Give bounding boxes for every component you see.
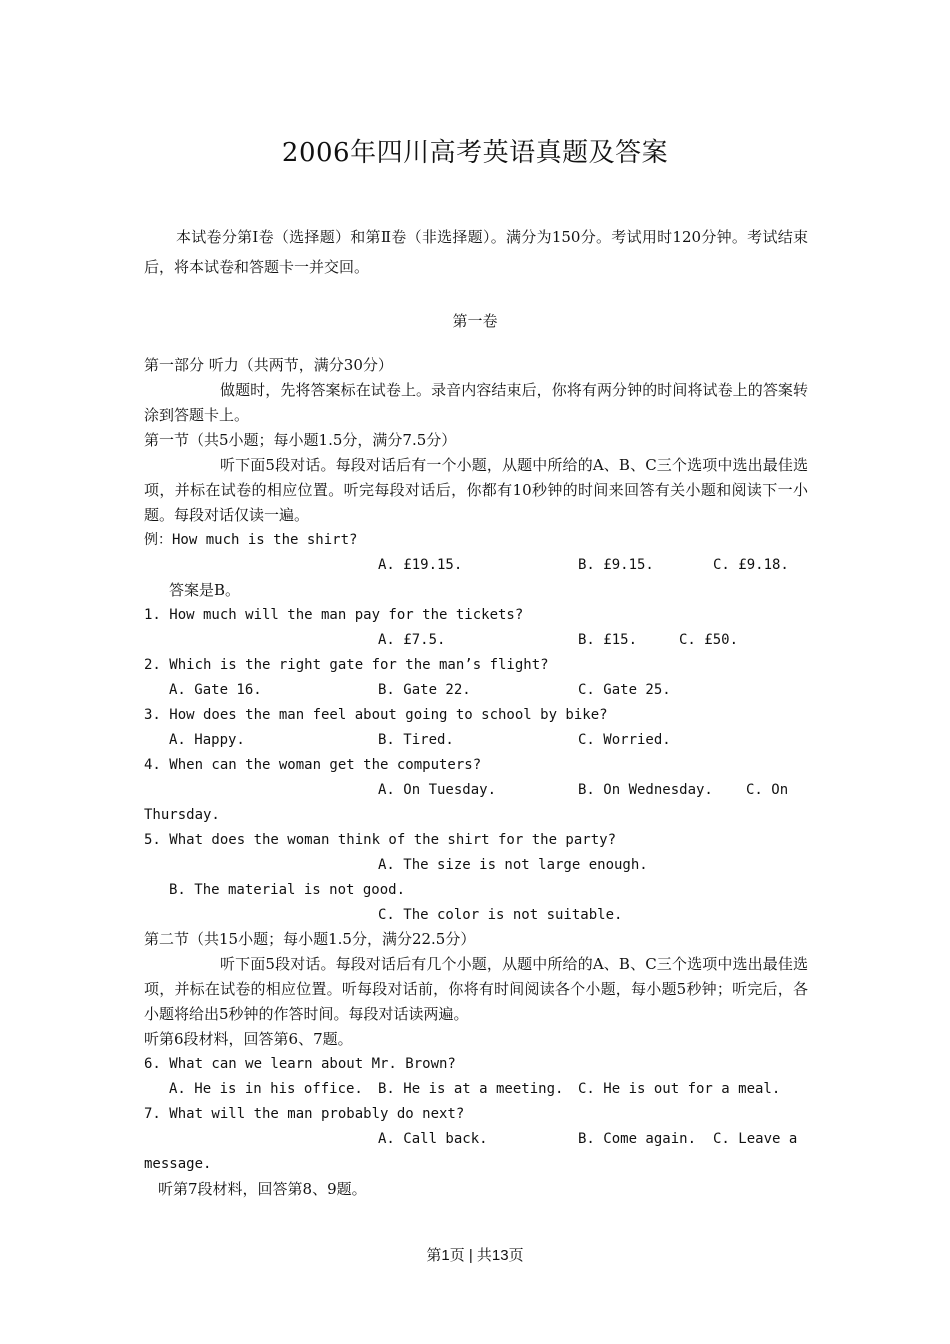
q7-option-b: B. Come again. [578, 1131, 697, 1147]
q3-option-c: C. Worried. [578, 732, 671, 748]
question-2: 2. Which is the right gate for the man’s flight? [144, 657, 549, 673]
q5-option-b: B. The material is not good. [169, 882, 406, 898]
example-option-b: B. £9.15. [578, 557, 654, 573]
example-option-a: A. £19.15. [378, 557, 463, 573]
question-6: 6. What can we learn about Mr. Brown? [144, 1056, 456, 1072]
section2-instruction: 听下面5段对话。每段对话后有几个小题，从题中所给的A、B、C三个选项中选出最佳选项，并标在试卷的相应位置。听每段对话前，你将有时间阅读各个小题，每小题5秒钟；听完后，各小题将给出5秒钟的作答时间。每段对话读两遍。 [144, 955, 808, 1023]
section2-heading: 第二节（共15小题；每小题1.5分，满分22.5分） [144, 930, 476, 948]
q4-option-c-continued: Thursday. [144, 807, 220, 823]
q4-option-c: C. On [746, 782, 789, 798]
question-7: 7. What will the man probably do next? [144, 1106, 465, 1122]
q2-option-c: C. Gate 25. [578, 682, 671, 698]
q1-option-a: A. £7.5. [378, 632, 446, 648]
part1-instruction: 做题时，先将答案标在试卷上。录音内容结束后，你将有两分钟的时间将试卷上的答案转涂到答题卡上。 [144, 381, 808, 424]
part1-heading: 第一部分 听力（共两节，满分30分） [144, 356, 393, 374]
material-7-heading: 听第7段材料，回答第8、9题。 [158, 1180, 367, 1198]
q6-option-c: C. He is out for a meal. [578, 1081, 781, 1097]
q5-option-a: A. The size is not large enough. [378, 857, 648, 873]
q5-option-c: C. The color is not suitable. [378, 907, 623, 923]
q4-option-b: B. On Wednesday. [578, 782, 713, 798]
q1-option-c: C. £50. [679, 632, 739, 648]
question-1: 1. How much will the man pay for the tickets? [144, 607, 524, 623]
q3-option-a: A. Happy. [169, 732, 245, 748]
q7-option-a: A. Call back. [378, 1131, 488, 1147]
question-3: 3. How does the man feel about going to school by bike? [144, 707, 608, 723]
q1-option-b: B. £15. [578, 632, 638, 648]
q3-option-b: B. Tired. [378, 732, 454, 748]
q6-option-b: B. He is at a meeting. [378, 1081, 564, 1097]
example-question: 例：How much is the shirt? [144, 532, 358, 548]
q2-option-b: B. Gate 22. [378, 682, 471, 698]
section1-heading: 第一节（共5小题；每小题1.5分，满分7.5分） [144, 431, 457, 449]
document-title: 2006年四川高考英语真题及答案 [281, 138, 669, 168]
question-5: 5. What does the woman think of the shirt for the party? [144, 832, 617, 848]
q4-option-a: A. On Tuesday. [378, 782, 497, 798]
intro-paragraph: 本试卷分第Ⅰ卷（选择题）和第Ⅱ卷（非选择题）。满分为150分。考试用时120分钟。考试结束后，将本试卷和答题卡一并交回。 [144, 228, 808, 276]
example-answer: 答案是B。 [169, 581, 241, 599]
section1-instruction: 听下面5段对话。每段对话后有一个小题，从题中所给的A、B、C三个选项中选出最佳选项，并标在试卷的相应位置。听完每段对话后，你都有10秒钟的时间来回答有关小题和阅读下一小题。每段对话仅读一遍。 [144, 456, 808, 524]
q7-option-c-continued: message. [144, 1156, 212, 1172]
q2-option-a: A. Gate 16. [169, 682, 262, 698]
example-option-c: C. £9.18. [713, 557, 789, 573]
q7-option-c: C. Leave a [713, 1131, 798, 1147]
q6-option-a: A. He is in his office. [169, 1081, 363, 1097]
question-4: 4. When can the woman get the computers? [144, 757, 482, 773]
volume-heading: 第一卷 [452, 312, 498, 330]
material-6-heading: 听第6段材料，回答第6、7题。 [144, 1030, 353, 1048]
page-footer: 第1页 | 共13页 [426, 1247, 524, 1264]
